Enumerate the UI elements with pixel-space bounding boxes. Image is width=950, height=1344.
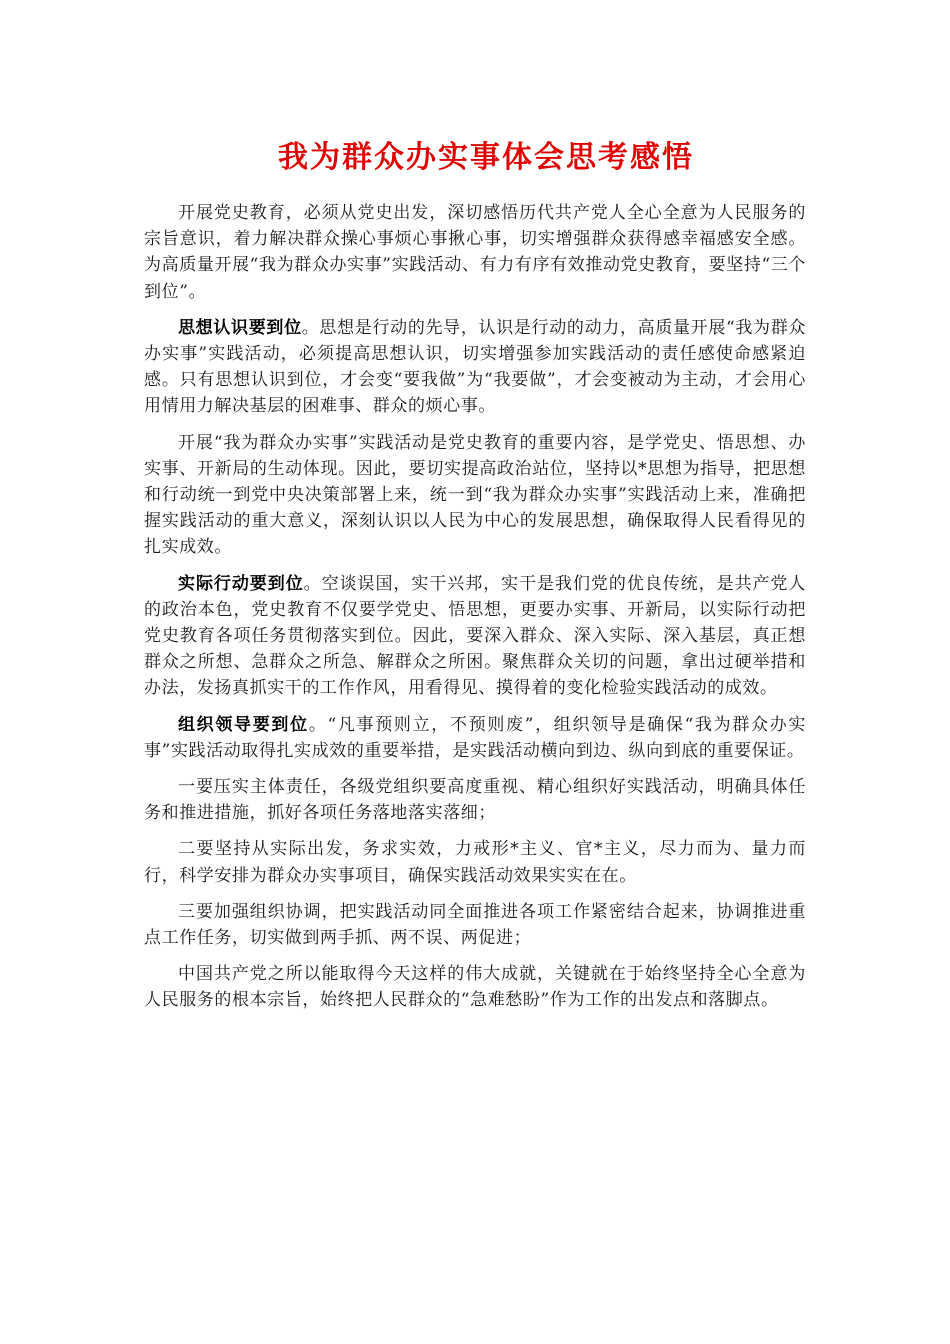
- paragraph-text: 三要加强组织协调，把实践活动同全面推进各项工作紧密结合起来，协调推进重点工作任务，切实做到两手抓、两不误、两促进；: [144, 901, 806, 949]
- document-title: 我为群众办实事体会思考感悟: [278, 140, 694, 175]
- paragraph-heading: 实际行动要到位: [178, 573, 304, 594]
- paragraph-text: 。“凡事预则立，不预则废”，组织领导是确保“我为群众办实事”实践活动取得扎实成效的重要举措，是实践活动横向到边、纵向到底的重要保证。: [144, 714, 807, 761]
- paragraph-text: 。空谈误国，实干兴邦，实干是我们党的优良传统，是共产党人的政治本色，党史教育不仅要学党史、悟思想，更要办实事、开新局，以实际行动把党史教育各项任务贯彻落实到位。因此，要深入群众、深入实际、深入基层，真正想群众之所想、急群众之所急、解群众之所困。聚焦群众关切的问题，拿出过硬举措和办法，发扬真抓实干的工作作风，用看得见、摸得着的变化检验实践活动的成效。: [144, 573, 806, 699]
- document-page: [144, 136, 806, 1024]
- paragraph-practice-meaning: [144, 430, 806, 561]
- paragraph-text: 开展党史教育，必须从党史出发，深切感悟历代共产党人全心全意为人民服务的宗旨意识，着力解决群众操心事烦心事揪心事，切实增强群众获得感幸福感安全感。为高质量开展“我为群众办实事”实践活动、有力有序有效推动党史教育，要坚持“三个到位”。: [144, 203, 806, 302]
- paragraph-text: 开展“我为群众办实事”实践活动是党史教育的重要内容，是学党史、悟思想、办实事、开新局的生动体现。因此，要切实提高政治站位，坚持以*思想为指导，把思想和行动统一到党中央决策部署上来，统一到“我为群众办实事”实践活动上来，准确把握实践活动的重大意义，深刻认识以人民为中心的发展思想，确保取得人民看得见的扎实成效。: [144, 432, 806, 558]
- paragraph-point-one: [144, 774, 806, 826]
- paragraph-point-three: [144, 899, 806, 951]
- paragraph-thinking: [144, 315, 806, 420]
- paragraph-text: 二要坚持从实际出发，务求实效，力戒形*主义、官*主义，尽力而为、量力而行，科学安排为群众办实事项目，确保实践活动效果实实在在。: [144, 839, 806, 886]
- paragraph-text: 中国共产党之所以能取得今天这样的伟大成就，关键就在于始终坚持全心全意为人民服务的根本宗旨，始终把人民群众的“急难愁盼”作为工作的出发点和落脚点。: [144, 964, 806, 1011]
- paragraph-conclusion: [144, 961, 806, 1013]
- paragraph-action: [144, 571, 806, 702]
- paragraph-text: 。思想是行动的先导，认识是行动的动力，高质量开展“我为群众办实事”实践活动，必须提高思想认识，切实增强参加实践活动的责任感使命感紧迫感。只有思想认识到位，才会变“要我做”为“我要做”，才会变被动为主动，才会用心用情用力解决基层的困难事、群众的烦心事。: [144, 317, 807, 417]
- paragraph-heading: 思想认识要到位: [178, 317, 302, 338]
- paragraph-heading: 组织领导要到位: [178, 714, 309, 735]
- paragraph-point-two: [144, 836, 806, 888]
- paragraph-intro: [144, 200, 806, 305]
- paragraph-text: 一要压实主体责任，各级党组织要高度重视、精心组织好实践活动，明确具体任务和推进措施，抓好各项任务落地落实落细；: [144, 777, 806, 824]
- paragraph-leadership: [144, 712, 806, 764]
